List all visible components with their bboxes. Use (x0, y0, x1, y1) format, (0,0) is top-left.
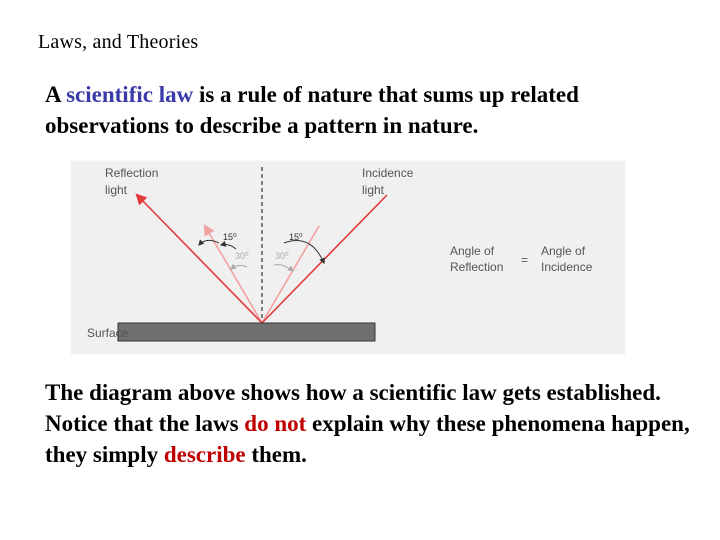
do-not-highlight: do not (244, 411, 307, 436)
outer-angle-arc-left (221, 245, 236, 250)
reflection-diagram-svg (71, 161, 625, 354)
para2-part1: The diagram above shows how a scientific law gets established. Notice that the laws (45, 380, 661, 436)
reflection-label-line2: light (105, 183, 128, 197)
para2-part3: them. (245, 442, 307, 467)
incidence-label-line1: Incidence (362, 166, 414, 180)
incidence-label-line2: light (362, 183, 385, 197)
equation-left-line2: Reflection (450, 260, 504, 274)
diagram-explanation-paragraph (45, 377, 705, 470)
angle-label-left-outer: 15⁰ (223, 232, 237, 242)
equation-right-line1: Angle of (541, 244, 586, 258)
inner-angle-arc-left (231, 265, 247, 269)
surface-label: Surface (87, 326, 129, 340)
inner-angle-arc-right (274, 265, 293, 271)
slide-title: Laws, and Theories (38, 31, 199, 53)
equation-left-line1: Angle of (450, 244, 495, 258)
scientific-law-highlight: scientific law (66, 82, 194, 107)
para1-suffix: is a rule of nature that sums up related observations to describe a pattern in nature. (45, 82, 579, 138)
angle-label-right-inner: 30⁰ (275, 251, 289, 261)
reflection-label-line1: Reflection (105, 166, 159, 180)
para1-prefix: A (45, 82, 67, 107)
equation-right-line2: Incidence (541, 260, 593, 274)
describe-highlight: describe (163, 442, 246, 467)
equation-equals-sign: = (521, 253, 529, 267)
surface-bar (118, 323, 375, 341)
law-definition-paragraph (45, 79, 695, 141)
angle-label-left-inner: 30⁰ (235, 251, 249, 261)
reflection-diagram (71, 161, 625, 354)
angle-label-right-outer: 15⁰ (289, 232, 303, 242)
para2-part2: explain why these phenomena happen, they simply (45, 411, 690, 467)
